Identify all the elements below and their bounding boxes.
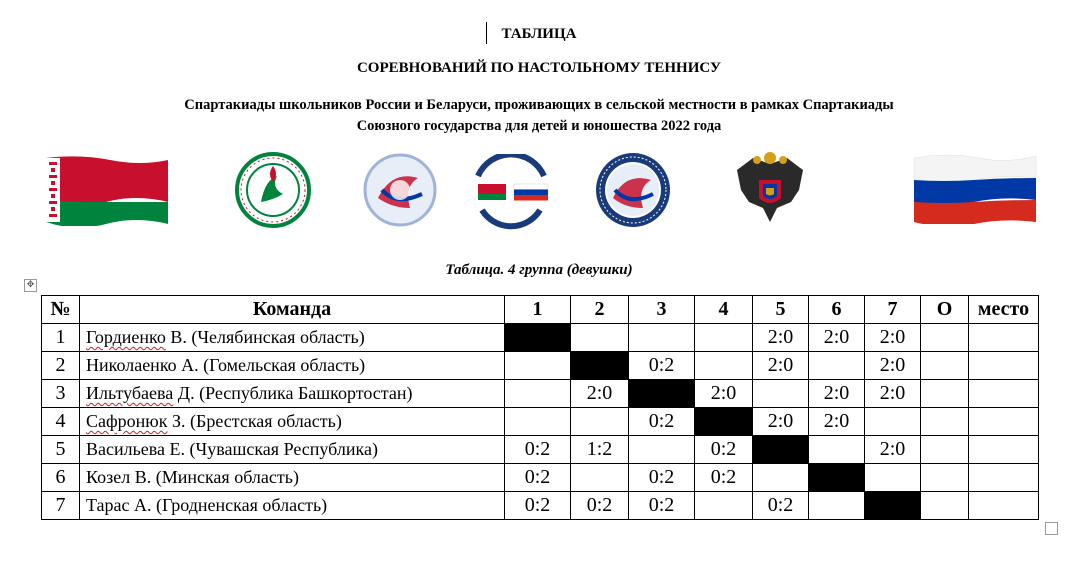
header-col-6: 6 [809,296,865,324]
team-name-text: Сафронюк З. (Брестская область) [86,411,342,431]
header-col-1: 1 [505,296,571,324]
header-col-4: 4 [695,296,753,324]
result-cell: 2:0 [865,436,921,464]
header-col-8: О [921,296,969,324]
result-cell: 2:0 [809,380,865,408]
result-cell: 0:2 [505,464,571,492]
title-line-2: СОРЕВНОВАНИЙ ПО НАСТОЛЬНОМУ ТЕННИСУ [356,60,722,76]
result-cell: 0:2 [695,436,753,464]
result-cell [571,324,629,352]
russia-flag-icon [908,152,1040,224]
result-cell [865,464,921,492]
points-cell [921,464,969,492]
header-team: Команда [80,296,505,324]
table-row [42,380,1039,408]
row-number: 2 [42,352,80,380]
diagonal-cell [809,464,865,492]
belarus-flag-icon [40,154,172,226]
diagonal-cell [571,352,629,380]
russia-sport-ministry-eagle-icon [733,150,807,232]
result-cell [505,352,571,380]
result-cell: 2:0 [865,324,921,352]
subtitle-line-1: Спартакиады школьников России и Беларуси, проживающих в сельской местности в рамках Спартакиады [184,97,894,113]
table-row [42,436,1039,464]
team-name [80,436,505,464]
points-cell [921,352,969,380]
team-name [80,324,505,352]
table-row [42,464,1039,492]
diagonal-cell [753,436,809,464]
team-name-text: Ильтубаева Д. (Республика Башкортостан) [86,383,413,403]
result-cell [695,324,753,352]
team-name [80,464,505,492]
result-cell [809,352,865,380]
result-cell: 2:0 [753,352,809,380]
header-col-3: 3 [629,296,695,324]
header-col-9: место [969,296,1039,324]
result-cell [809,492,865,520]
result-cell [571,408,629,436]
points-cell [921,408,969,436]
result-cell [695,492,753,520]
result-cell: 2:0 [865,352,921,380]
logos-row [0,148,1078,238]
union-state-spartakiad-emblem-icon [593,150,673,230]
result-cell: 0:2 [629,492,695,520]
table-caption: Таблица. 4 группа (девушки) [445,262,633,278]
result-cell: 2:0 [571,380,629,408]
row-number: 7 [42,492,80,520]
diagonal-cell [629,380,695,408]
result-cell: 2:0 [753,408,809,436]
result-cell [865,408,921,436]
result-cell [629,436,695,464]
result-cell: 0:2 [571,492,629,520]
table-row [42,324,1039,352]
row-number: 5 [42,436,80,464]
spartakiad-logo-icon [362,150,438,230]
team-name-text: Васильева Е. (Чувашская Республика) [86,439,378,459]
row-number: 4 [42,408,80,436]
result-cell: 0:2 [505,436,571,464]
result-cell: 0:2 [629,464,695,492]
subtitle [0,95,1078,137]
result-cell: 0:2 [629,352,695,380]
result-cell [753,380,809,408]
table-resize-handle[interactable] [1045,522,1058,535]
result-cell: 2:0 [753,324,809,352]
row-number: 1 [42,324,80,352]
belarus-sport-emblem-icon [233,150,313,230]
result-cell: 2:0 [865,380,921,408]
row-number: 3 [42,380,80,408]
result-cell: 2:0 [809,408,865,436]
results-table [41,295,1039,520]
place-cell [969,352,1039,380]
result-cell [753,464,809,492]
row-number: 6 [42,464,80,492]
subtitle-line-2: Союзного государства для детей и юношества 2022 года [356,118,722,134]
place-cell [969,380,1039,408]
team-name-text: Гордиенко В. (Челябинская область) [86,327,365,347]
result-cell [809,436,865,464]
team-name [80,352,505,380]
points-cell [921,380,969,408]
header-col-7: 7 [865,296,921,324]
team-name-text: Тарас А. (Гродненская область) [86,495,328,515]
header-number: № [42,296,80,324]
result-cell: 0:2 [753,492,809,520]
diagonal-cell [505,324,571,352]
title-line-1: ТАБЛИЦА [501,26,577,42]
place-cell [969,492,1039,520]
place-cell [969,436,1039,464]
place-cell [969,408,1039,436]
result-cell: 0:2 [695,464,753,492]
team-name-text: Николаенко А. (Гомельская область) [86,355,366,375]
place-cell [969,324,1039,352]
team-name [80,408,505,436]
header-col-5: 5 [753,296,809,324]
result-cell: 2:0 [809,324,865,352]
result-cell [571,464,629,492]
result-cell: 2:0 [695,380,753,408]
team-name [80,380,505,408]
table-row [42,408,1039,436]
result-cell: 0:2 [505,492,571,520]
table-row [42,352,1039,380]
result-cell [629,324,695,352]
result-cell [695,352,753,380]
team-name-text: Козел В. (Минская область) [86,467,299,487]
result-cell: 0:2 [629,408,695,436]
table-header-row [42,296,1039,324]
points-cell [921,436,969,464]
team-name [80,492,505,520]
result-cell [505,408,571,436]
points-cell [921,492,969,520]
standing-committee-logo-icon [468,154,554,230]
diagonal-cell [695,408,753,436]
header-col-2: 2 [571,296,629,324]
diagonal-cell [865,492,921,520]
points-cell [921,324,969,352]
result-cell: 1:2 [571,436,629,464]
result-cell [505,380,571,408]
table-move-handle-icon[interactable]: ✥ [24,279,37,292]
table-row [42,492,1039,520]
place-cell [969,464,1039,492]
